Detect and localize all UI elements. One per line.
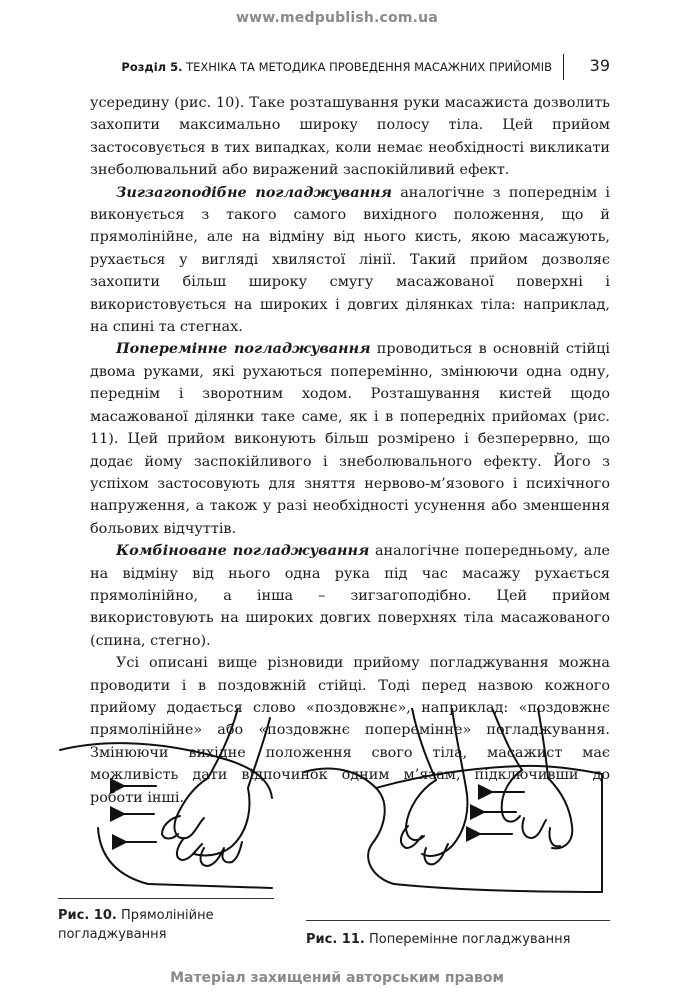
paragraph-term: Поперемінне погладжування [116,340,371,358]
paragraph-text: проводиться в основній стійці двома руками, які рухаються поперемінно, змінюючи одна одну, переднім і зворотним ходом. Розташування кистей щодо масажованої ділянки таке саме, як і в попередніх прийомах (рис. 11). Цей прийом виконують більш розмірено і безперервно, що додає йому заспокійливого і знеболювального ефекту. Його з успіхом застосовують для зняття нервово-м’язового і психічного напруження, а також у разі необхідності усунення або зменшення больових відчуттів. [90,341,610,537]
page-number: 39 [589,56,610,75]
figure-11-label: Рис. 11. [306,932,365,947]
paragraph [90,540,610,652]
section-heading [121,60,552,74]
copyright-notice: Матеріал захищений авторським правом [170,970,504,986]
paragraph [90,92,610,182]
site-url: www.medpublish.com.ua [236,10,438,26]
section-label: Розділ 5. [121,60,183,74]
paragraph-text: аналогічне попередньому, але на відміну від нього одна рука під час масажу рухається прямолінійно, а інша – зигзагоподібно. Цей прийом використовують на широких довгих поверхнях тіла масажованого (спина, стегно). [90,543,610,649]
paragraph-text: Усі описані вище різновиди прийому погладжування можна проводити і в поздовжній стійці. Тоді перед назвою кожного прийому додається слово «поздовжнє», наприклад: «поздовжнє прямолінійне» або «поздовжнє поперемінне» погладжування. Змінюючи вихідне положення свого тіла, масажист має можливість дати відпочинок одним м’язам, підключивши до роботи інші. [90,655,610,806]
header-divider [563,54,564,80]
paragraph [90,182,610,339]
section-title: ТЕХНІКА ТА МЕТОДИКА ПРОВЕДЕННЯ МАСАЖНИХ ПРИЙОМІВ [186,60,552,74]
figure-10-label: Рис. 10. [58,908,117,923]
figure-11-caption-rule [306,920,610,921]
figure-10-caption-text: Прямолінійне погладжування [58,908,214,942]
figure-10-caption [58,906,274,944]
paragraph-term: Комбіноване погладжування [116,542,370,560]
figure-10-illustration [58,708,274,894]
paragraph [90,338,610,540]
paragraph-text: усередину (рис. 10). Таке розташування руки масажиста дозволить захопити максимально широку полосу тіла. Цей прийом застосовується в тих випадках, коли немає необхідності викликати знеболювальний або виражений заспокійливий ефект. [90,95,610,179]
body-text [90,92,610,809]
figure-11-illustration [302,708,610,896]
figure-11-caption-text: Поперемінне погладжування [368,932,571,947]
figure-11-caption [306,930,610,949]
running-header [90,56,610,82]
paragraph-text: аналогічне з попереднім і виконується з такого самого вихідного положення, що й прямолінійне, але на відміну від нього кисть, якою масажують, рухається у вигляді хвилястої лінії. Такий прийом дозволяє захопити більш широку смугу масажованої поверхні і використовується на широких і довгих ділянках тіла: наприклад, на спині та стегнах. [90,184,610,336]
paragraph-term: Зигзагоподібне погладжування [116,183,392,201]
figure-10-caption-rule [58,898,274,899]
